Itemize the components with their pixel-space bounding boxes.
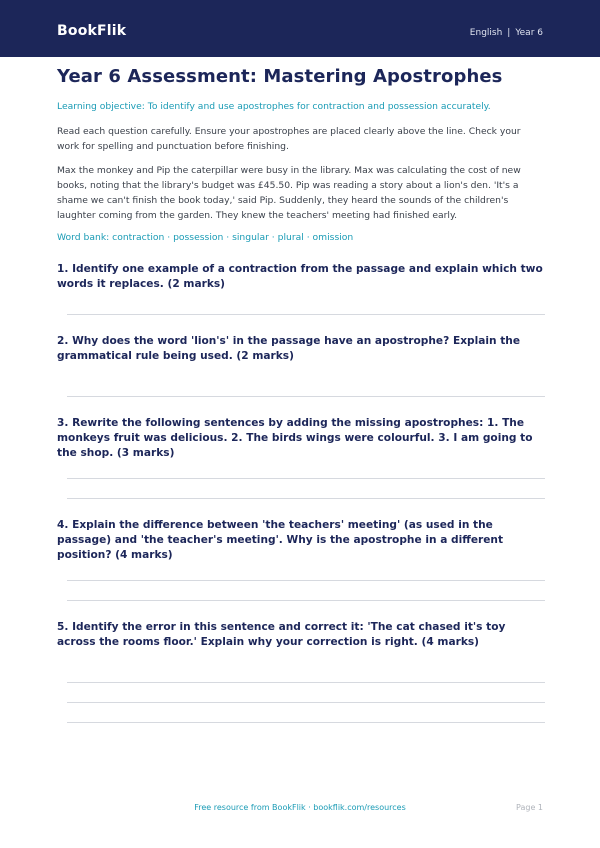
- meta-separator: |: [507, 28, 511, 38]
- answer-line[interactable]: [67, 702, 545, 703]
- question-4: [57, 518, 545, 620]
- question-1: [57, 262, 545, 334]
- answer-area[interactable]: [57, 396, 545, 397]
- answer-line[interactable]: [67, 396, 545, 397]
- page-header: [0, 0, 600, 57]
- question-text: 2. Why does the word 'lion's' in the passage have an apostrophe? Explain the grammatical rule being used. (2 marks): [57, 335, 521, 362]
- word-bank: Word bank: contraction · possession · singular · plural · omission: [57, 232, 354, 243]
- answer-line[interactable]: [67, 600, 545, 601]
- year-label: Year 6: [515, 28, 543, 38]
- question-text: 5. Identify the error in this sentence and correct it: 'The cat chased it's toy across the rooms floor.' Explain why your correction is right. (4 marks): [57, 621, 506, 648]
- answer-area[interactable]: [57, 682, 545, 723]
- question-text: 1. Identify one example of a contraction from the passage and explain which two words it replaces. (2 marks): [57, 263, 543, 290]
- page-number: Page 1: [516, 803, 543, 812]
- answer-line[interactable]: [67, 722, 545, 723]
- answer-line[interactable]: [67, 580, 545, 581]
- question-5: [57, 620, 545, 740]
- answer-line[interactable]: [67, 498, 545, 499]
- answer-area[interactable]: [57, 478, 545, 499]
- answer-line[interactable]: [67, 478, 545, 479]
- answer-area[interactable]: [57, 580, 545, 601]
- learning-objective: Learning objective: To identify and use apostrophes for contraction and possession accurately.: [57, 101, 491, 112]
- answer-line[interactable]: [67, 314, 545, 315]
- subject-year-label: [470, 28, 543, 38]
- brand-logo[interactable]: BookFlik: [57, 23, 127, 39]
- page-title: Year 6 Assessment: Mastering Apostrophes: [57, 66, 503, 87]
- instructions-paragraph: Read each question carefully. Ensure your apostrophes are placed clearly above the line. Check your work for spelling and punctuation before finishing.: [57, 126, 521, 152]
- answer-area[interactable]: [57, 314, 545, 315]
- answer-line[interactable]: [67, 682, 545, 683]
- question-2: [57, 334, 545, 416]
- worksheet-body: [57, 66, 545, 740]
- subject-label: English: [469, 28, 503, 38]
- story-passage: Max the monkey and Pip the caterpillar were busy in the library. Max was calculating the cost of new books, noting that the library's budget was £45.50. Pip was reading a story about a lion's den. 'It's a shame we can't finish the book today,' said Pip. Suddenly, they heard the sounds of the children's laughter coming from the garden. They knew the teachers' meeting had finished early.: [57, 165, 521, 221]
- question-text: 4. Explain the difference between 'the teachers' meeting' (as used in the passage) and 'the teacher's meeting'. Why is the apostrophe in a different position? (4 marks): [57, 519, 504, 561]
- question-text: 3. Rewrite the following sentences by adding the missing apostrophes: 1. The monkeys fruit was delicious. 2. The birds wings were colourful. 3. I am going to the shop. (3 marks): [57, 417, 533, 459]
- question-3: [57, 416, 545, 518]
- page-footer: [0, 803, 600, 817]
- footer-credit-link[interactable]: Free resource from BookFlik · bookflik.com/resources: [194, 803, 406, 812]
